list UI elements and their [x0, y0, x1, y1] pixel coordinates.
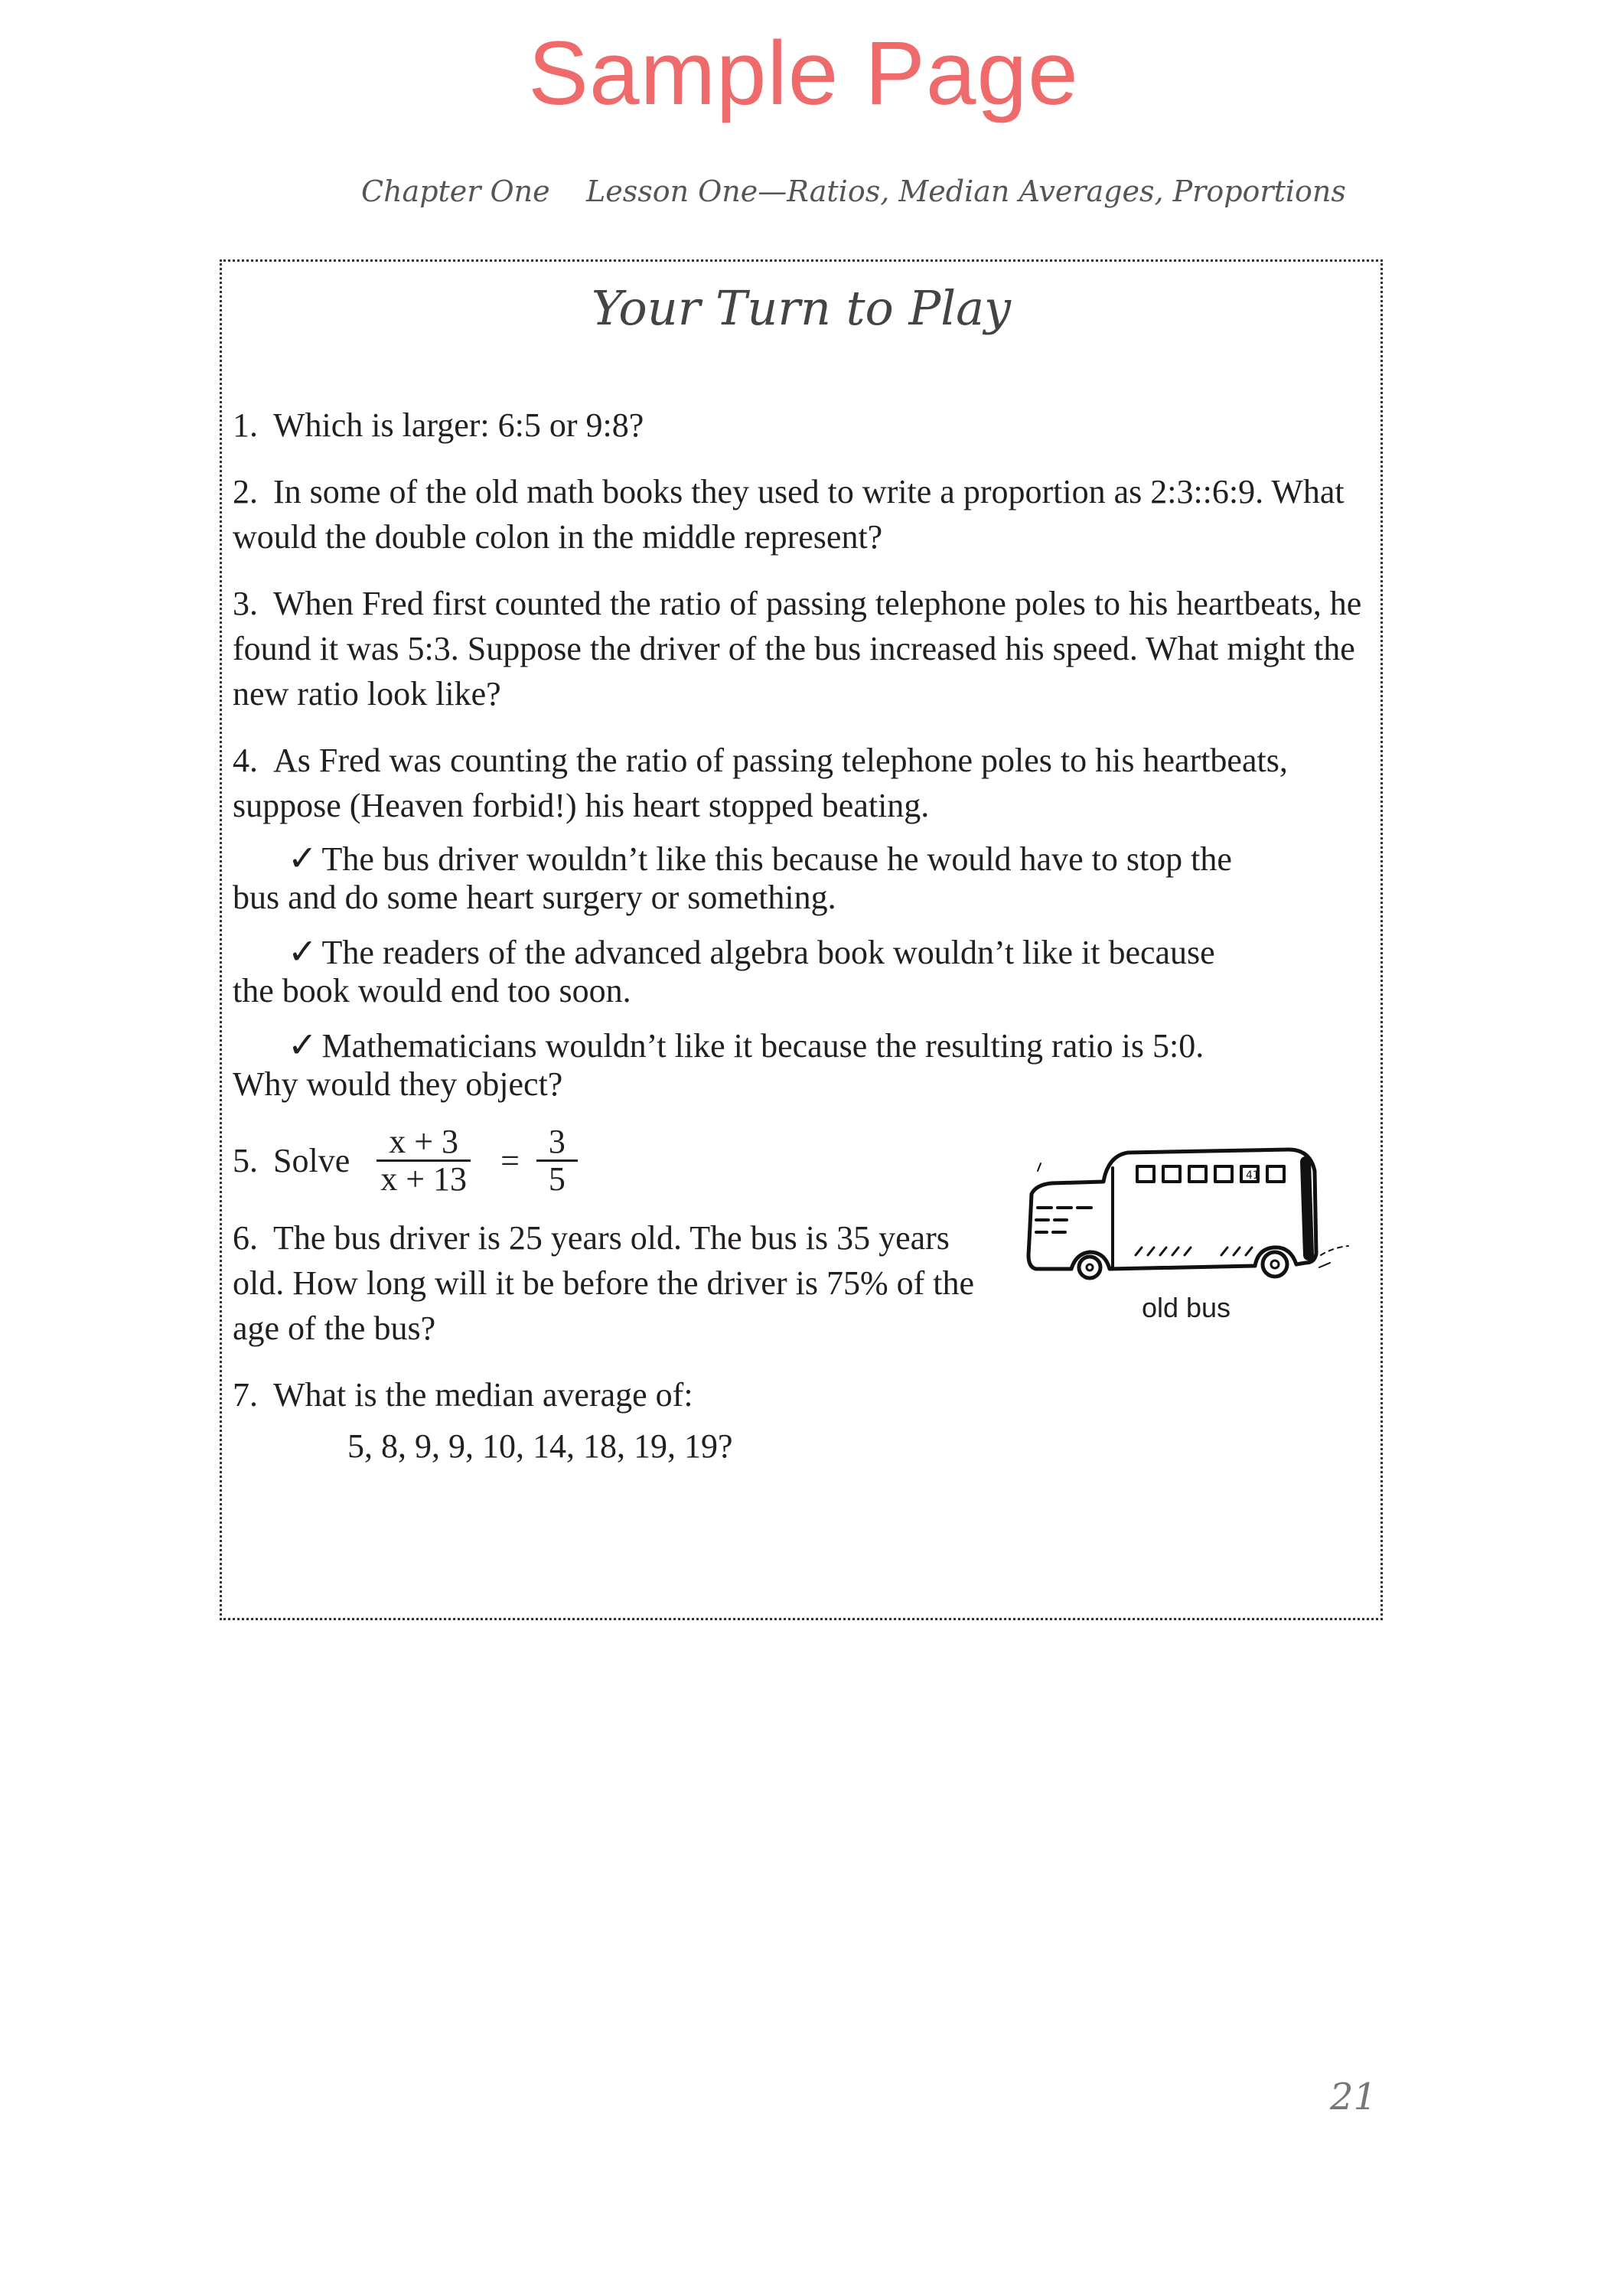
check-item-3 — [233, 1026, 1374, 1104]
check-item-lead: Mathematicians wouldn’t like it because the resulting ratio is 5:0. — [321, 1027, 1204, 1065]
median-number-list: 5, 8, 9, 9, 10, 14, 18, 19, 19? — [347, 1427, 733, 1465]
check-item-lead: The readers of the advanced algebra book wouldn’t like it because — [321, 934, 1215, 971]
question-number: 5. — [233, 1141, 258, 1179]
chapter-label: Chapter One — [361, 174, 550, 208]
checkmark-icon: ✓ — [288, 1024, 318, 1065]
question-2 — [233, 469, 1374, 559]
question-6 — [233, 1215, 1006, 1351]
question-text: The bus driver is 25 years old. The bus is 35 years old. How long will it be before the driver is 75% of the age of the bus? — [233, 1219, 975, 1347]
question-4 — [233, 738, 1374, 828]
old-bus-icon — [1021, 1140, 1358, 1301]
question-text: In some of the old math books they used to write a proportion as 2:3::6:9. What would the double colon in the middle represent? — [233, 473, 1345, 556]
question-number: 6. — [233, 1219, 258, 1257]
question-text: Which is larger: 6:5 or 9:8? — [273, 406, 644, 444]
equals-sign: = — [500, 1141, 520, 1179]
checkmark-icon: ✓ — [288, 837, 318, 879]
rhs-denominator: 5 — [548, 1159, 566, 1198]
exercise-box-title: Your Turn to Play — [591, 280, 1012, 336]
question-7 — [233, 1372, 1374, 1417]
question-number: 4. — [233, 742, 258, 779]
rhs-fraction — [536, 1124, 578, 1197]
question-3 — [233, 581, 1374, 716]
check-item-rest: the book would end too soon. — [233, 972, 631, 1009]
lhs-fraction — [368, 1124, 479, 1197]
question-1 — [233, 403, 1374, 448]
check-item-2 — [233, 932, 1374, 1010]
check-item-rest: bus and do some heart surgery or something. — [233, 879, 836, 916]
question-text: What is the median average of: — [273, 1376, 693, 1414]
check-item-lead: The bus driver wouldn’t like this because he would have to stop the — [321, 840, 1232, 878]
exercise-box — [220, 259, 1383, 1620]
question-number: 2. — [233, 473, 258, 510]
page-number: 21 — [1330, 2076, 1377, 2118]
lhs-numerator: x + 3 — [376, 1124, 471, 1162]
lesson-label: Lesson One—Ratios, Median Averages, Proportions — [586, 174, 1346, 208]
window-label: 41 — [1246, 1169, 1260, 1182]
bus-caption: old bus — [1141, 1292, 1231, 1323]
question-text: When Fred first counted the ratio of passing telephone poles to his heartbeats, he found it was 5:3. Suppose the driver of the bus increased his speed. What might the new ratio look like? — [233, 585, 1362, 713]
question-number: 1. — [233, 406, 258, 444]
check-item-rest: Why would they object? — [233, 1065, 563, 1103]
rhs-numerator: 3 — [536, 1124, 578, 1162]
question-text: As Fred was counting the ratio of passing telephone poles to his heartbeats, suppose (Heaven forbid!) his heart stopped beating. — [233, 742, 1288, 824]
question-number: 7. — [233, 1376, 258, 1414]
lhs-denominator: x + 13 — [380, 1159, 468, 1198]
check-item-1 — [233, 839, 1374, 917]
question-number: 3. — [233, 585, 258, 622]
solve-label: Solve — [273, 1141, 350, 1179]
sample-page-watermark: Sample Page — [528, 23, 1079, 124]
checkmark-icon: ✓ — [288, 931, 318, 972]
